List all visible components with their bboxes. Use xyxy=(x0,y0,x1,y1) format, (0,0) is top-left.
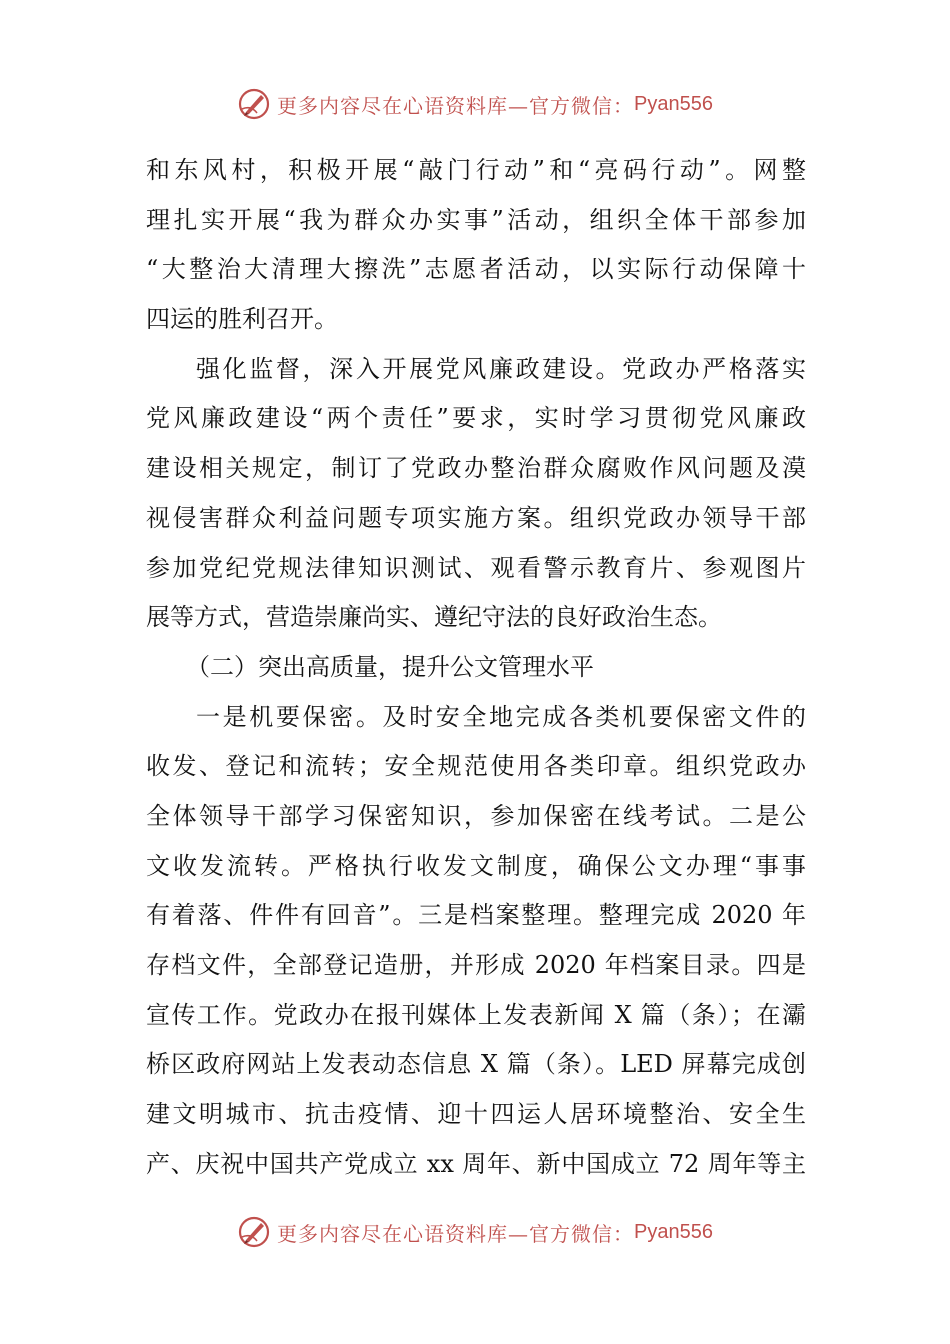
pen-circle-logo-icon xyxy=(237,1215,271,1249)
body-line: 和东风村，积极开展“敲门行动”和“亮码行动”。网整 xyxy=(146,156,806,184)
watermark-wechat-id: Pyan556 xyxy=(634,1220,713,1243)
body-line: 收发、登记和流转；安全规范使用各类印章。组织党政办 xyxy=(146,752,806,781)
paragraph-first-line: 一是机要保密。及时安全地完成各类机要保密文件的 xyxy=(196,702,806,731)
body-line: 建设相关规定，制订了党政办整治群众腐败作风问题及漠 xyxy=(146,454,806,483)
footer-watermark xyxy=(0,1210,950,1254)
body-line: 视侵害群众利益问题专项实施方案。组织党政办领导干部 xyxy=(146,503,806,532)
body-line: 展等方式，营造崇廉尚实、遵纪守法的良好政治生态。 xyxy=(146,603,722,632)
paragraph-first-line: 强化监督，深入开展党风廉政建设。党政办严格落实 xyxy=(196,354,806,383)
body-line: 四运的胜利召开。 xyxy=(146,305,338,334)
body-line: 宣传工作。党政办在报刊媒体上发表新闻 X 篇（条）；在灞 xyxy=(146,1000,806,1029)
watermark-text: 更多内容尽在心语资料库—官方微信： xyxy=(277,1221,635,1246)
section-heading: （二）突出高质量，提升公文管理水平 xyxy=(186,652,594,681)
body-line: 参加党纪党规法律知识测试、观看警示教育片、参观图片 xyxy=(146,553,806,582)
body-line: 桥区政府网站上发表动态信息 X 篇（条）。LED 屏幕完成创 xyxy=(146,1050,806,1079)
body-line: 产、庆祝中国共产党成立 xx 周年、新中国成立 72 周年等主 xyxy=(146,1149,806,1178)
body-line: 文收发流转。严格执行收发文制度，确保公文办理“事事 xyxy=(146,851,806,880)
body-line: 理扎实开展“我为群众办实事”活动，组织全体干部参加 xyxy=(146,205,806,234)
body-line: 存档文件，全部登记造册，并形成 2020 年档案目录。四是 xyxy=(146,951,806,979)
body-line: 全体领导干部学习保密知识，参加保密在线考试。二是公 xyxy=(146,801,806,830)
body-line: 建文明城市、抗击疫情、迎十四运人居环境整治、安全生 xyxy=(146,1100,806,1129)
document-body xyxy=(146,146,806,1189)
watermark-wechat-id: Pyan556 xyxy=(634,92,713,115)
body-line: 有着落、件件有回音”。三是档案整理。整理完成 2020 年 xyxy=(146,901,806,930)
watermark-text: 更多内容尽在心语资料库—官方微信： xyxy=(277,93,635,118)
pen-circle-logo-icon xyxy=(237,87,271,121)
body-line: 党风廉政建设“两个责任”要求，实时学习贯彻党风廉政 xyxy=(146,404,806,433)
header-watermark xyxy=(0,82,950,126)
body-line: “大整治大清理大擦洗”志愿者活动，以实际行动保障十 xyxy=(146,255,806,284)
